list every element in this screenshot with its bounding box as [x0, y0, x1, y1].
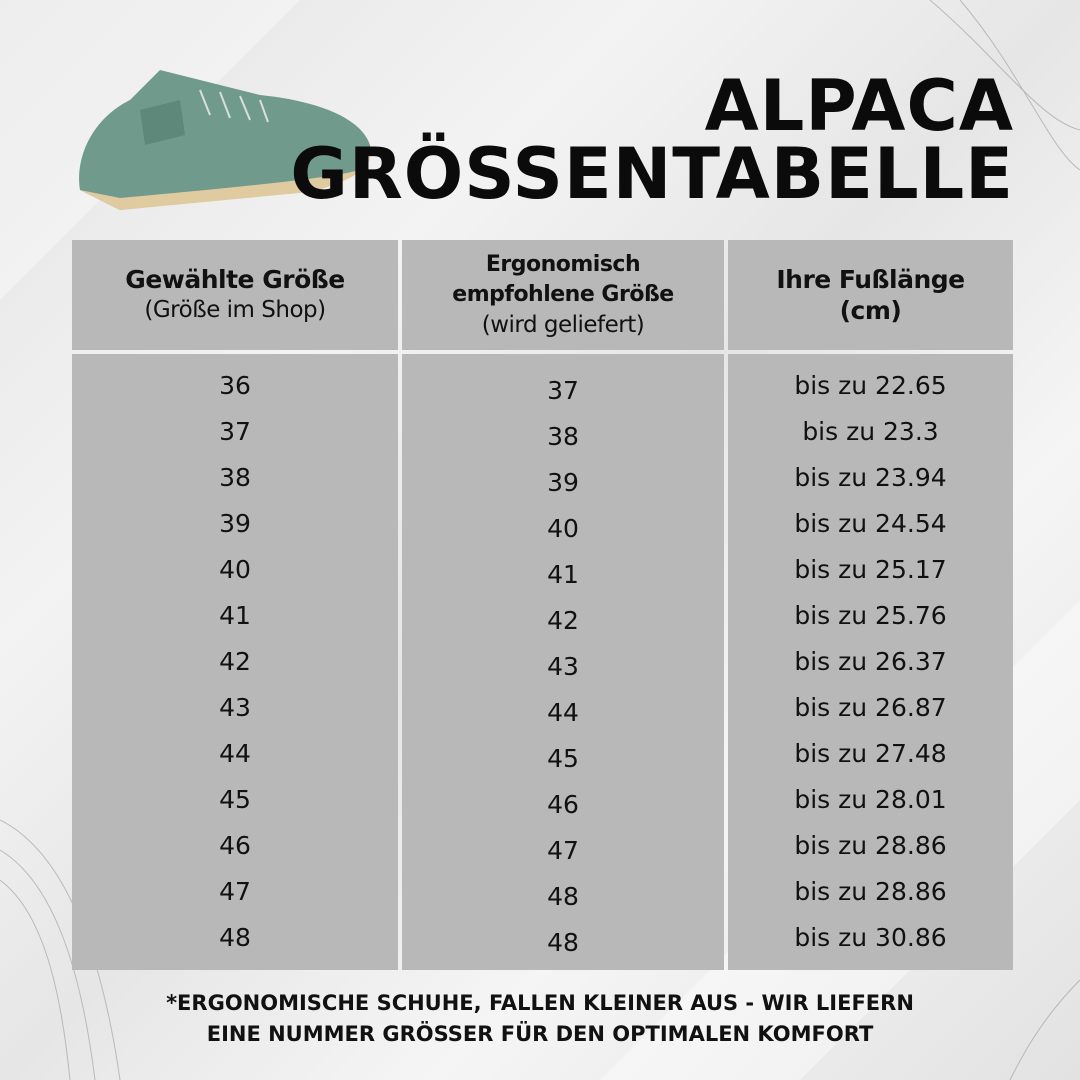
- recommended-size-cell: 37: [547, 376, 579, 405]
- foot-length-cell: bis zu 28.01: [794, 785, 947, 814]
- recommended-size-cell: 40: [547, 514, 579, 543]
- recommended-size-cell: 48: [547, 882, 579, 911]
- chosen-size-cell: 47: [219, 877, 251, 906]
- recommended-size-cell: 41: [547, 560, 579, 589]
- footnote-line-2: EINE NUMMER GRÖSSER FÜR DEN OPTIMALEN KOMFORT: [206, 1022, 874, 1046]
- foot-length-cell: bis zu 28.86: [794, 831, 947, 860]
- chosen-size-cell: 45: [219, 785, 251, 814]
- chosen-size-cell: 39: [219, 509, 251, 538]
- chosen-size-cell: 36: [219, 371, 251, 400]
- recommended-size-cell: 44: [547, 698, 579, 727]
- header-chosen-title: Gewählte Größe: [125, 265, 345, 294]
- recommended-size-cell: 43: [547, 652, 579, 681]
- column-recommended-size: [402, 354, 724, 970]
- recommended-size-cell: 46: [547, 790, 579, 819]
- header-chosen-size: [72, 240, 398, 350]
- header-foot-length-title: Ihre Fußlänge: [776, 265, 965, 294]
- foot-length-cell: bis zu 24.54: [794, 509, 947, 538]
- foot-length-cell: bis zu 25.17: [794, 555, 947, 584]
- header-recommended-sub: (wird geliefert): [481, 311, 645, 338]
- footnote: [0, 988, 1080, 1050]
- header-foot-length-unit: (cm): [839, 296, 902, 325]
- column-foot-length: [728, 354, 1013, 970]
- chosen-size-cell: 37: [219, 417, 251, 446]
- foot-length-cell: bis zu 22.65: [794, 371, 947, 400]
- chosen-size-cell: 43: [219, 693, 251, 722]
- chosen-size-cell: 38: [219, 463, 251, 492]
- foot-length-cell: bis zu 26.37: [794, 647, 947, 676]
- column-chosen-size: [72, 354, 398, 970]
- chosen-size-cell: 40: [219, 555, 251, 584]
- foot-length-cell: bis zu 30.86: [794, 923, 947, 952]
- page-title: [290, 65, 1014, 215]
- foot-length-cell: bis zu 23.94: [794, 463, 947, 492]
- header-recommended-title: Ergonomisch empfohlene Größe: [452, 251, 674, 307]
- title-line-2: GRÖSSENTABELLE: [290, 133, 1014, 215]
- chosen-size-cell: 48: [219, 923, 251, 952]
- recommended-size-cell: 42: [547, 606, 579, 635]
- recommended-size-cell: 45: [547, 744, 579, 773]
- chosen-size-cell: 44: [219, 739, 251, 768]
- foot-length-cell: bis zu 25.76: [794, 601, 947, 630]
- header-recommended-size: [402, 240, 724, 350]
- foot-length-cell: bis zu 28.86: [794, 877, 947, 906]
- header-foot-length: [728, 240, 1013, 350]
- title-line-1: ALPACA: [704, 65, 1014, 147]
- chosen-size-cell: 46: [219, 831, 251, 860]
- foot-length-cell: bis zu 23.3: [802, 417, 939, 446]
- foot-length-cell: bis zu 26.87: [794, 693, 947, 722]
- size-table: [72, 240, 1013, 970]
- recommended-size-cell: 47: [547, 836, 579, 865]
- recommended-size-cell: 39: [547, 468, 579, 497]
- chosen-size-cell: 42: [219, 647, 251, 676]
- header-chosen-sub: (Größe im Shop): [144, 297, 326, 323]
- foot-length-cell: bis zu 27.48: [794, 739, 947, 768]
- recommended-size-cell: 48: [547, 928, 579, 957]
- chosen-size-cell: 41: [219, 601, 251, 630]
- recommended-size-cell: 38: [547, 422, 579, 451]
- footnote-line-1: *ERGONOMISCHE SCHUHE, FALLEN KLEINER AUS - WIR LIEFERN: [166, 991, 914, 1015]
